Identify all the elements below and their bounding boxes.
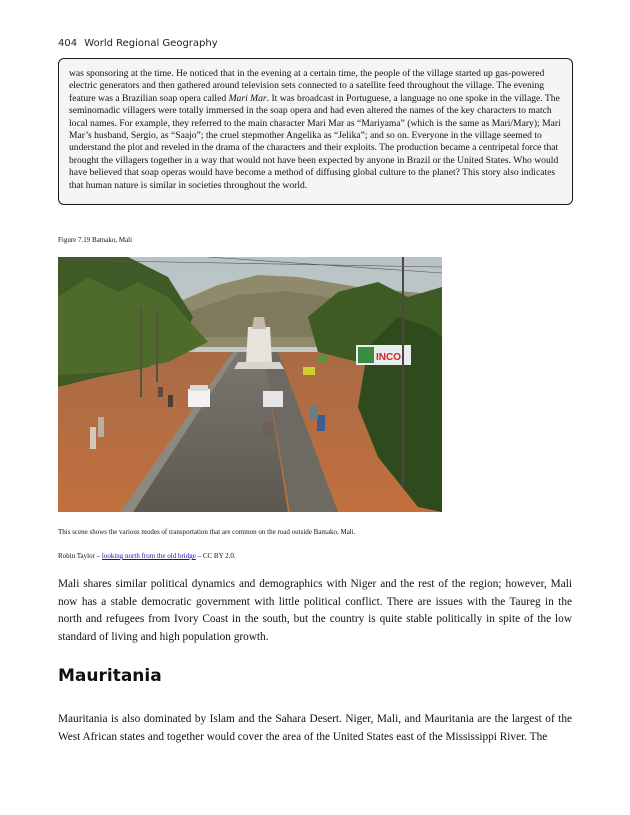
photo-description: This scene shows the various modes of transportation that are common on the road outside Bamako, Mali. <box>58 528 356 536</box>
cyclist <box>317 415 325 431</box>
photo-illustration <box>58 257 442 512</box>
utility-pole <box>402 257 404 487</box>
mali-paragraph: Mali shares similar political dynamics and demographics with Niger and the rest of the region; however, Mali now has a stable democratic government with little political conflict. There are issues with the Taureg in the north and refugees from Ivory Coast in the south, but the country is quite stable politically in spite of the low standard of living and high population growth. <box>58 578 572 643</box>
mauritania-paragraph: Mauritania is also dominated by Islam and the Sahara Desert. Niger, Mali, and Mauritania are the largest of the West African states and together would cover the area of the United States east of the Mississippi River. The <box>58 713 572 743</box>
figure-caption: Figure 7.19 Bamako, Mali <box>58 236 133 244</box>
book-title: World Regional Geography <box>84 38 218 49</box>
monument <box>246 327 272 362</box>
section-heading: Mauritania <box>58 666 162 686</box>
pedestrian <box>90 427 96 449</box>
page-number: 404 <box>58 38 78 49</box>
white-car <box>188 389 210 407</box>
photo-credit: Robin Taylor – looking north from the old bridge – CC BY 2.0. <box>58 552 236 560</box>
car <box>263 391 283 407</box>
motorbike <box>263 422 273 436</box>
bamako-street-photo <box>58 257 442 512</box>
credit-link[interactable]: looking north from the old bridge <box>101 552 196 560</box>
page-header <box>58 38 218 49</box>
textbox-paragraph: was sponsoring at the time. He noticed that in the evening at a certain time, the people of the village started up gas-powered electric generators and then gathered around television sets connected to a satellite feed throughout the village. The evening feature was a Brazilian soap opera called Mari Mar. It was broadcast in Portuguese, a language no one spoke in the village. The seminomadic villagers were totally immersed in the soap opera and had even altered the names of the key characters to match local names. For example, they referred to the main character Mari Mar as “Mariyama” (which is the same as Mari/Mary); Mari Mar’s husband, Sergio, as “Saajo”; the cruel stepmother Angelika as “Jelika”; and so on. Everyone in the village seemed to understand the plot and reveled in the drama of the characters and their exploits. The production became a centripetal force that brought the villagers together in a way that would not have been expected by anyone in Brazil or the United States. Who would have believed that soap operas would have become a method of diffusing global culture to the planet? This story also indicates that human nature is similar in societies throughout the world. <box>69 68 561 191</box>
case-study-textbox <box>58 58 573 205</box>
soap-opera-title: Mari Mar <box>228 92 267 104</box>
billboard-text: INCO <box>376 352 401 363</box>
